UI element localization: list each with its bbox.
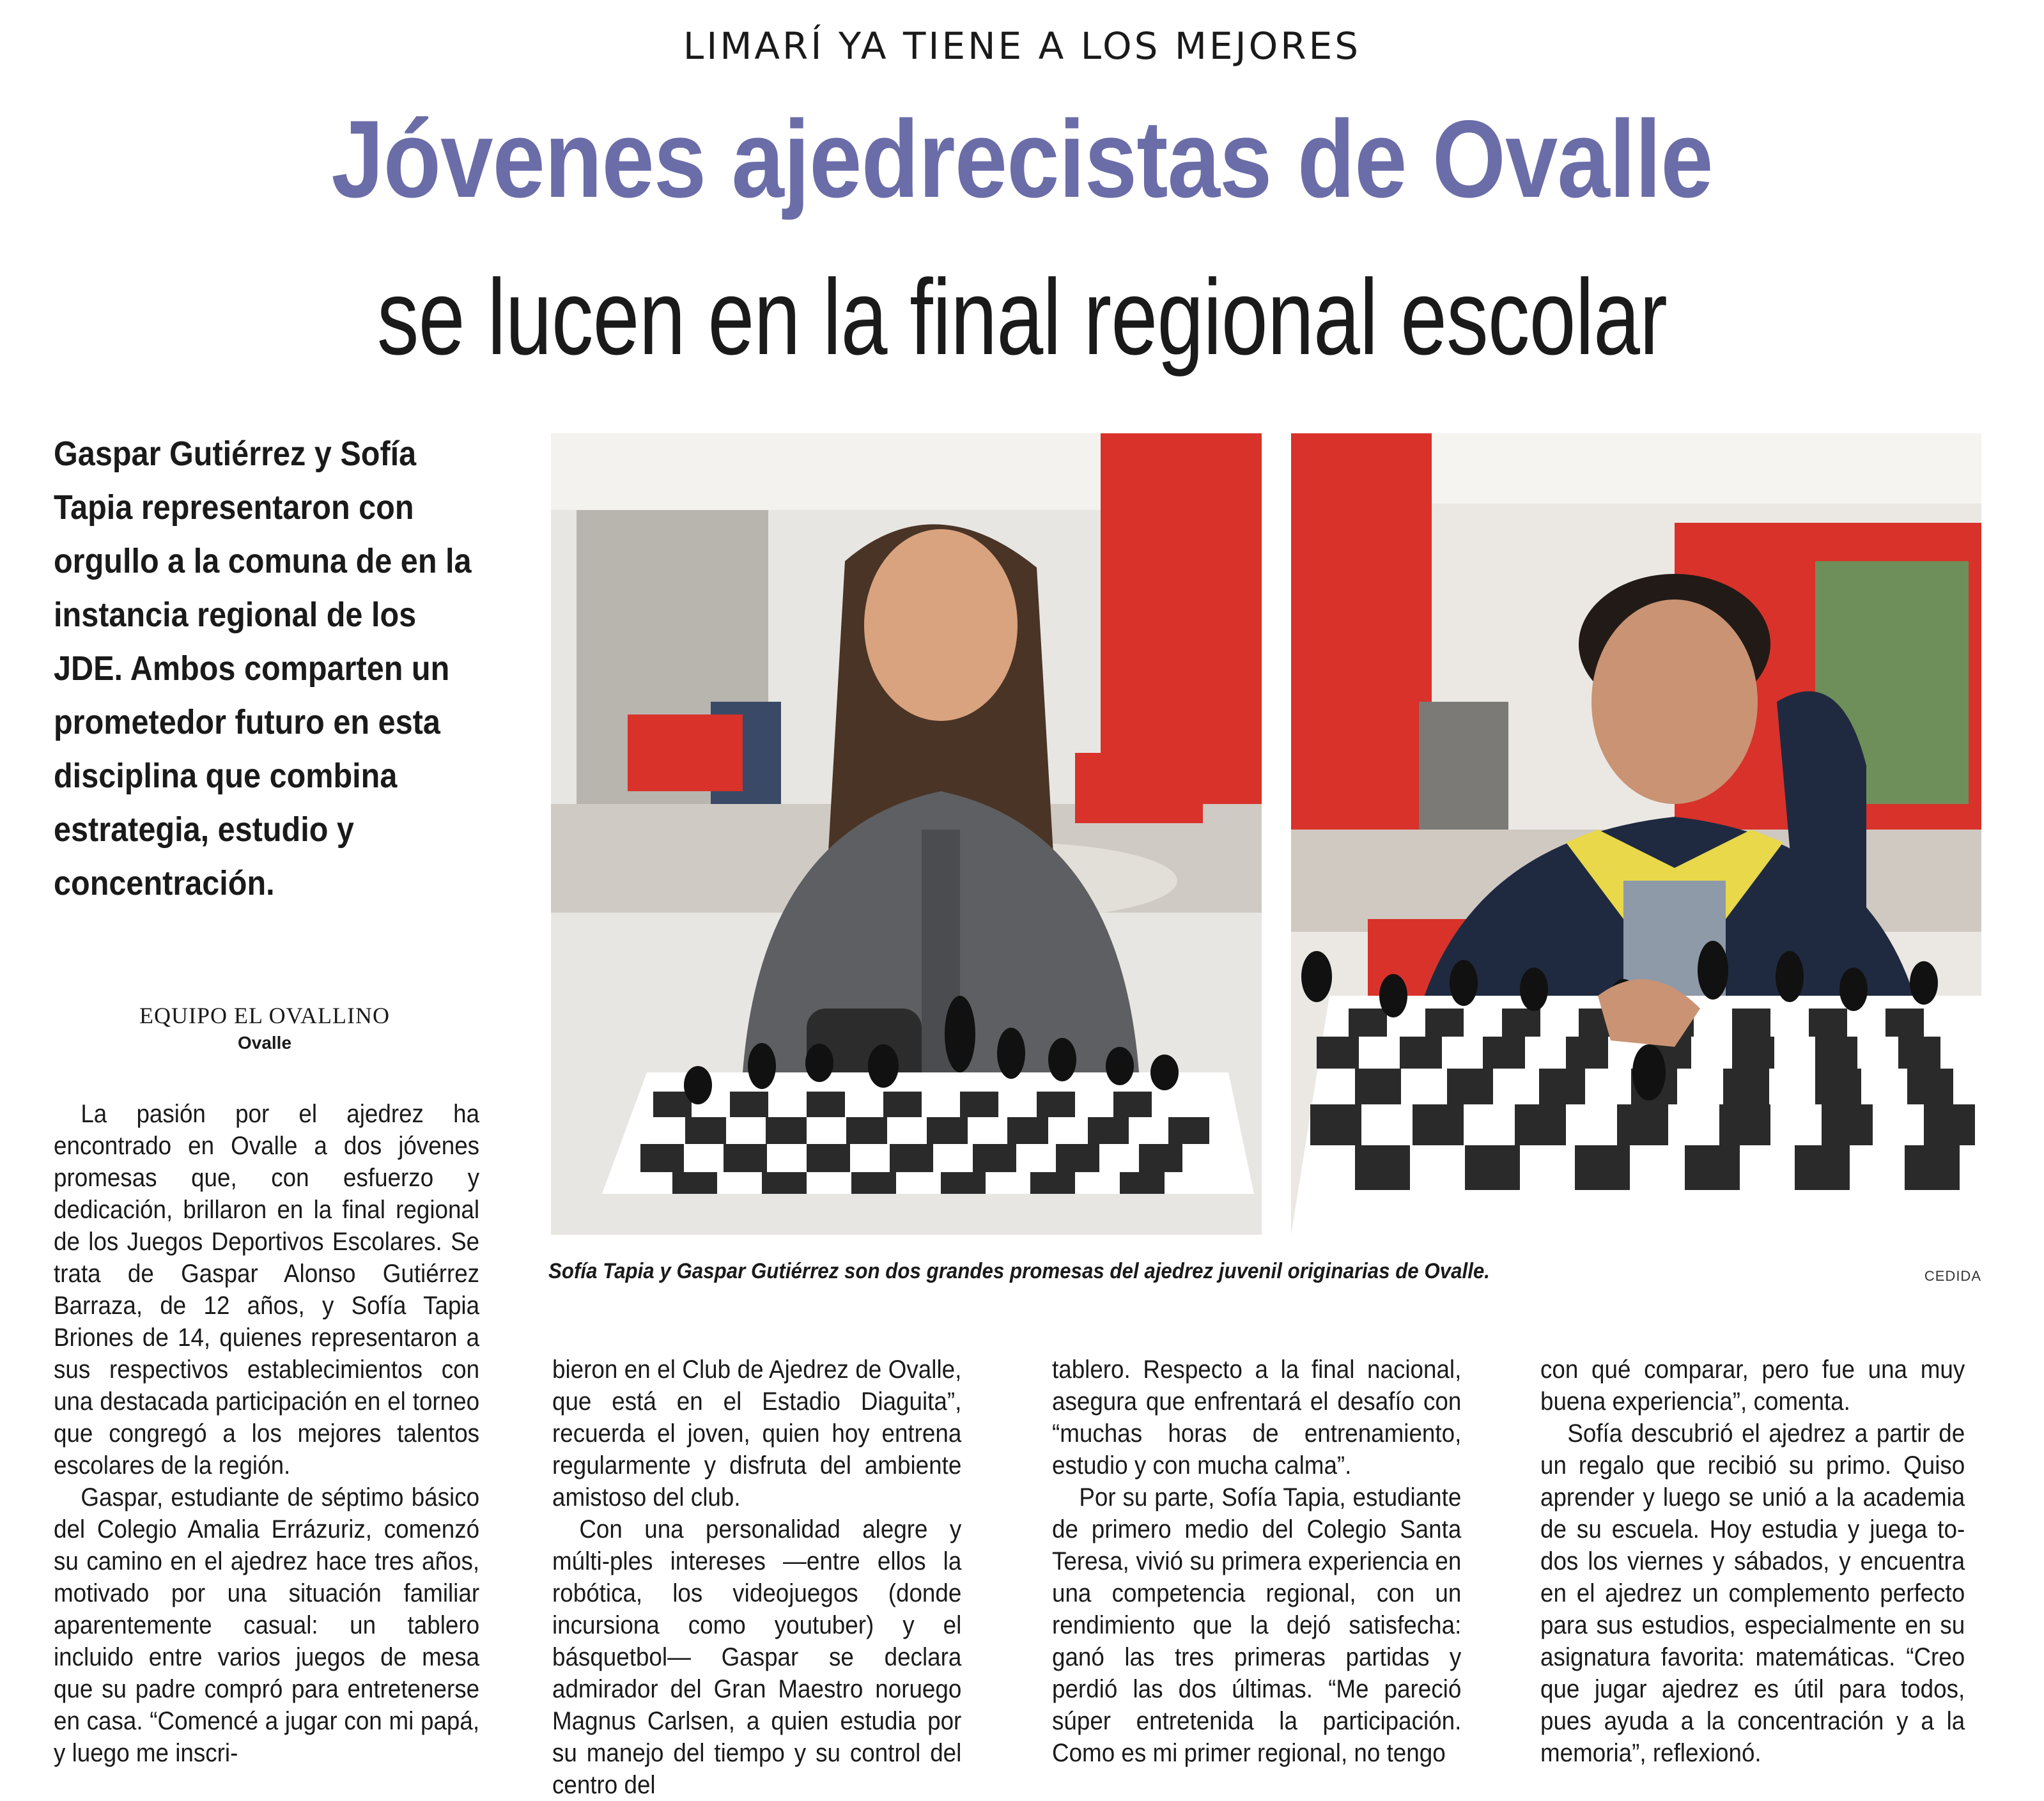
article-paragraph: Sofía descubrió el ajedrez a partir de un regalo que recibió su primo. Quiso aprender y luego se unió a la academia de su escuela. Hoy estudia y juega to-dos los viernes y sábados, y encuentra en el ajedrez un complemento perfecto para sus estudios, especialmente en su asignatura favorita: matemáticas. “Creo que jugar ajedrez es útil para todos, pues ayuda a la concentración y a la memoria”, reflexionó. <box>1540 1419 1965 1767</box>
byline-team: EQUIPO EL OVALLINO <box>139 1003 390 1028</box>
lead-paragraph: Gaspar Gutiérrez y Sofía Tapia representaron con orgullo a la comuna de en la instancia regional de los JDE. Ambos comparten un prometedor futuro en esta disciplina que combina estrategia, estudio y concentración. <box>54 435 472 902</box>
photo-sofia-illustration <box>551 433 1262 1235</box>
photo-gaspar <box>1291 433 1981 1235</box>
photo-sofia <box>551 433 1262 1235</box>
article-paragraph: La pasión por el ajedrez ha encontrado en Ovalle a dos jóvenes promesas que, con esfuerzo y dedicación, brillaron en la final regional de los Juegos Deportivos Escolares. Se trata de Gaspar Alonso Gutiérrez Barraza, de 12 años, y Sofía Tapia Briones de 14, quienes representaron a sus respectivos establecimientos con una destacada participación en el torneo que congregó a los mejores talentos escolares de la región. <box>54 1100 480 1480</box>
article-paragraph: Con una personalidad alegre y múlti-ples intereses —entre ellos la robótica, los videojuegos (donde incursiona como youtuber) y el básquetbol— Gaspar se declara admirador del Gran Maestro noruego Magnus Carlsen, a quien estudia por su manejo del tiempo y su control del centro del <box>552 1515 962 1799</box>
article-column-4 <box>1540 1354 1965 1769</box>
article-paragraph: Gaspar, estudiante de séptimo básico del Colegio Amalia Errázuriz, comenzó su camino en el ajedrez hace tres años, motivado por una situación familiar aparentemente casual: un tablero incluido entre varios juegos de mesa que su padre compró para entretenerse en casa. “Comencé a jugar con mi papá, y luego me inscri- <box>54 1483 480 1767</box>
article-column-1 <box>54 1098 479 1769</box>
headline-primary: Jóvenes ajedrecistas de Ovalle <box>331 98 1713 220</box>
article-paragraph: tablero. Respecto a la final nacional, asegura que enfrentará el desafío con “muchas horas de entrenamiento, estudio y con mucha calma”. <box>1052 1356 1462 1480</box>
article-paragraph: bieron en el Club de Ajedrez de Ovalle, que está en el Estadio Diaguita”, recuerda el joven, quien hoy entrena regularmente y disfruta del ambiente amistoso del club. <box>552 1356 962 1511</box>
article-column-3 <box>1052 1354 1461 1769</box>
article-paragraph: Por su parte, Sofía Tapia, estudiante de primero medio del Colegio Santa Teresa, vivió su primera experiencia en una competencia regional, con un rendimiento que la dejó satisfecha: ganó las tres primeras partidas y perdió las dos últimas. “Me pareció súper entretenida la participación. Como es mi primer regional, no tengo <box>1052 1483 1462 1767</box>
headline-secondary: se lucen en la final regional escolar <box>376 257 1668 377</box>
photo-credit: CEDIDA <box>1924 1268 1981 1284</box>
photo-caption: Sofía Tapia y Gaspar Gutiérrez son dos grandes promesas del ajedrez juvenil originarias de Ovalle. <box>548 1259 1490 1283</box>
article-column-2 <box>552 1354 961 1801</box>
byline <box>54 1002 476 1053</box>
photo-gaspar-illustration <box>1291 433 1981 1235</box>
kicker: LIMARÍ YA TIENE A LOS MEJORES <box>683 24 1361 68</box>
byline-place: Ovalle <box>237 1033 292 1053</box>
article-paragraph: con qué comparar, pero fue una muy buena experiencia”, comenta. <box>1540 1356 1965 1416</box>
